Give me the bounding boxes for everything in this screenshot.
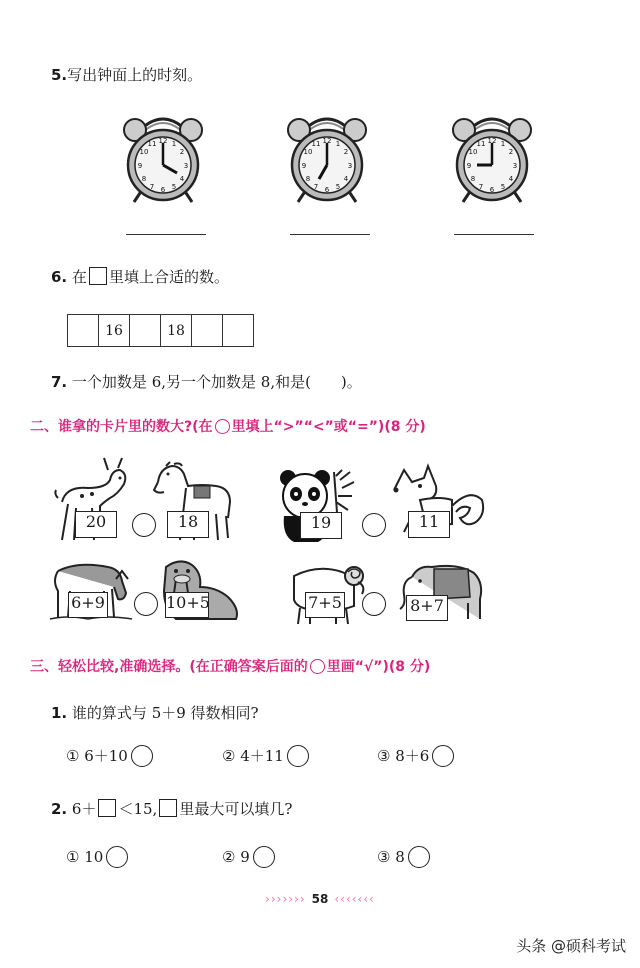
circle-icon	[215, 419, 230, 434]
footer-left-arrows: ›››››››	[265, 892, 306, 906]
answer-circle[interactable]	[131, 745, 153, 767]
svg-text:3: 3	[347, 162, 353, 170]
watermark: 头条 @硕科考试	[516, 937, 626, 955]
section-2-heading	[30, 416, 426, 436]
svg-text:6: 6	[489, 186, 495, 194]
p2-post: 里最大可以填几?	[179, 800, 293, 818]
svg-text:1: 1	[500, 140, 506, 148]
svg-text:7: 7	[149, 183, 155, 191]
card-ram: 7+5	[305, 592, 345, 618]
answer-line-clock-2[interactable]	[290, 234, 370, 235]
svg-text:3: 3	[512, 162, 518, 170]
svg-text:10: 10	[468, 148, 478, 156]
svg-text:1: 1	[171, 140, 177, 148]
p2-option-1[interactable]	[66, 846, 128, 868]
p2-prompt	[51, 798, 292, 819]
card-cow: 6+9	[68, 592, 108, 618]
svg-text:8: 8	[470, 175, 476, 183]
p2-option-2-label: ② 9	[222, 848, 250, 866]
svg-text:11: 11	[311, 140, 321, 148]
p2-mid: ＜15,	[118, 800, 158, 818]
p1-number: 1.	[51, 704, 68, 722]
q7-prompt	[51, 371, 362, 392]
svg-text:5: 5	[335, 183, 341, 191]
section-2-heading-suffix: 里填上“>”“<”或“=”)(8 分)	[231, 419, 426, 435]
svg-text:10: 10	[139, 148, 149, 156]
card-dog: 11	[408, 511, 450, 538]
sequence-cell[interactable]	[192, 315, 223, 347]
svg-text:5: 5	[171, 183, 177, 191]
svg-text:7: 7	[478, 183, 484, 191]
clock-7-oclock-icon	[282, 110, 372, 210]
p1-text: 谁的算式与 5＋9 得数相同?	[71, 704, 259, 722]
p1-option-3[interactable]	[377, 745, 454, 767]
number-sequence-table	[67, 314, 254, 347]
svg-text:9: 9	[137, 162, 143, 170]
p2-option-1-label: ① 10	[66, 848, 104, 866]
svg-text:12: 12	[487, 137, 497, 145]
svg-text:12: 12	[322, 137, 332, 145]
card-elephant: 8+7	[406, 595, 448, 621]
svg-text:6: 6	[160, 186, 166, 194]
card-horse: 18	[167, 511, 209, 538]
compare-circle-2[interactable]	[362, 513, 386, 537]
compare-circle-4[interactable]	[362, 592, 386, 616]
answer-circle[interactable]	[106, 846, 128, 868]
sequence-cell[interactable]	[223, 315, 254, 347]
page-footer	[0, 892, 640, 906]
svg-text:11: 11	[476, 140, 486, 148]
card-panda: 19	[300, 512, 342, 539]
answer-circle[interactable]	[432, 745, 454, 767]
svg-text:1: 1	[335, 140, 341, 148]
q6-suffix: 里填上合适的数。	[108, 268, 229, 286]
svg-text:4: 4	[179, 175, 185, 183]
blank-box-icon	[89, 267, 107, 285]
page-number: 58	[311, 892, 329, 906]
card-walrus: 10+5	[165, 592, 209, 618]
p1-option-2-label: ② 4＋11	[222, 747, 284, 765]
p1-option-1[interactable]	[66, 745, 153, 767]
p1-option-2[interactable]	[222, 745, 309, 767]
p1-option-3-label: ③ 8＋6	[377, 747, 430, 765]
clock-9-oclock-icon	[447, 110, 537, 210]
p2-option-3[interactable]	[377, 846, 430, 868]
footer-right-arrows: ‹‹‹‹‹‹‹	[334, 892, 375, 906]
p2-option-2[interactable]	[222, 846, 275, 868]
svg-text:9: 9	[301, 162, 307, 170]
svg-text:5: 5	[500, 183, 506, 191]
q6-number: 6.	[51, 268, 68, 286]
compare-circle-3[interactable]	[134, 592, 158, 616]
section-2-heading-prefix: 二、谁拿的卡片里的数大?(在	[30, 419, 213, 435]
p1-option-1-label: ① 6＋10	[66, 747, 128, 765]
section-3-heading-suffix: 里画“√”)(8 分)	[326, 659, 431, 675]
circle-icon	[310, 659, 325, 674]
svg-text:12: 12	[158, 137, 168, 145]
svg-text:4: 4	[508, 175, 514, 183]
answer-circle[interactable]	[408, 846, 430, 868]
section-3-heading	[30, 656, 430, 676]
answer-line-clock-3[interactable]	[454, 234, 534, 235]
svg-text:9: 9	[466, 162, 472, 170]
q5-prompt	[51, 64, 202, 85]
svg-text:8: 8	[305, 175, 311, 183]
section-3-heading-prefix: 三、轻松比较,准确选择。(在正确答案后面的	[30, 659, 308, 675]
answer-circle[interactable]	[287, 745, 309, 767]
sequence-cell: 18	[161, 315, 192, 347]
p2-pre: 6＋	[71, 800, 97, 818]
q5-number: 5.	[51, 66, 68, 84]
svg-text:2: 2	[343, 148, 349, 156]
svg-text:11: 11	[147, 140, 157, 148]
blank-box-icon[interactable]	[98, 799, 116, 817]
svg-text:3: 3	[183, 162, 189, 170]
svg-text:2: 2	[508, 148, 514, 156]
svg-text:4: 4	[343, 175, 349, 183]
q7-text: 一个加数是 6,另一个加数是 8,和是( )。	[71, 373, 362, 391]
sequence-cell[interactable]	[68, 315, 99, 347]
svg-text:8: 8	[141, 175, 147, 183]
p2-number: 2.	[51, 800, 68, 818]
svg-text:7: 7	[313, 183, 319, 191]
sequence-cell: 16	[99, 315, 130, 347]
p2-option-3-label: ③ 8	[377, 848, 405, 866]
clock-4-oclock-icon	[118, 110, 208, 210]
svg-text:2: 2	[179, 148, 185, 156]
sequence-cell[interactable]	[130, 315, 161, 347]
q5-text: 写出钟面上的时刻。	[67, 66, 203, 84]
svg-text:6: 6	[324, 186, 330, 194]
q6-prompt	[51, 266, 229, 287]
svg-text:10: 10	[303, 148, 313, 156]
q7-number: 7.	[51, 373, 68, 391]
answer-line-clock-1[interactable]	[126, 234, 206, 235]
p1-prompt	[51, 702, 259, 723]
card-deer: 20	[75, 511, 117, 538]
blank-box-icon	[159, 799, 177, 817]
q6-prefix: 在	[71, 268, 87, 286]
answer-circle[interactable]	[253, 846, 275, 868]
